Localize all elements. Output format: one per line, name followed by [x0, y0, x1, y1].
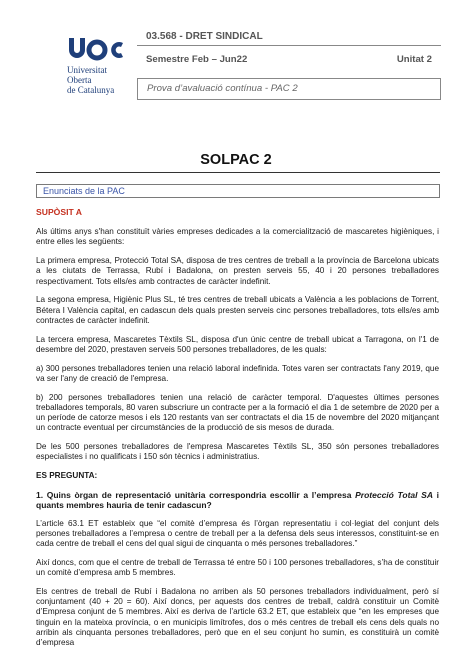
unit-label: Unitat 2 — [396, 54, 432, 65]
answer-paragraph: Així doncs, com que el centre de treball de Terrassa té entre 50 i 100 persones treballadores, s’ha de constituir un comitè d’empresa amb 5 membres. — [36, 558, 439, 578]
answer-paragraph: Els centres de treball de Rubí i Badalona no arriben als 50 persones treballadors individualment, però sí conjuntament (40 + 20 = 60). Així doncs, per aquests dos centres de treball, caldrà constituir un Comitè d’Empresa conjunt de 5 membres. Així es deriva de l’article 63.2 ET, que estableix que “en les empreses que tinguin en la mateixa província, o en municipis limítrofes, dos o més centres de treball els cens dels quals no arribin als cinquanta persones treballadores, però que en el seu conjunt ho sumin, es constituirà un comitè d’empresa — [36, 587, 439, 648]
uoc-logo-mark — [67, 34, 125, 62]
question-label: ES PREGUNTA: — [36, 471, 98, 481]
course-code: 03.568 - DRET SINDICAL — [146, 31, 263, 42]
title-divider — [36, 172, 440, 173]
paragraph: b) 200 persones treballadores tenien una relació de caràcter temporal. D'aquestes últimes persones treballadores temporals, 80 varen subscriure un contracte per a la formació el dia 1 de setembre de 2020 per a un període de catorze mesos i els 120 restants van ser contractats el dia 15 de novembre del 2020 mitjançant un contracte eventual per circumstàncies de la producció de sis mesos de durada. — [36, 392, 439, 433]
header-row — [137, 46, 441, 70]
logo-text — [67, 65, 127, 95]
paragraph: De les 500 persones treballadores de l'empresa Mascaretes Tèxtils SL, 350 són persones treballadores especialistes i no qualificats i 150 són tècnics i administratius. — [36, 442, 439, 462]
answer-paragraph: L’article 63.1 ET estableix que “el comitè d’empresa és l’òrgan representatiu i col·legiat del conjunt dels persones treballadores a l’empresa o centre de treball per a la defensa dels seus interessos, constituint-se en cada centre de treball el cens del qual sigui de cinquanta o més persones treballadores.” — [36, 518, 439, 549]
question-company: Protecció Total SA — [355, 489, 433, 500]
exam-name: Prova d’avaluació contínua - PAC 2 — [137, 78, 441, 100]
case-heading: SUPÒSIT A — [36, 207, 82, 217]
logo-line: Universitat — [67, 65, 107, 75]
paragraph: La primera empresa, Protecció Total SA, disposa de tres centres de treball a la província de Barcelona ubicats a les ciutats de Terrassa, Rubí i Badalona, on presten serveis 55, 40 i 20 persones treballadores respectivament. Tots ells/es amb contractes de caràcter indefinit. — [36, 256, 439, 286]
paragraph: La segona empresa, Higiènic Plus SL, té tres centres de treball ubicats a València a les poblacions de Torrent, Bétera I València capital, en cadascun dels quals presten serveis cinc persones treballadores, tots ells/es amb contractes de caràcter indefinit. — [36, 295, 439, 325]
section-label: Enunciats de la PAC — [36, 184, 440, 198]
question-text: 1. Quins òrgan de representació unitària correspondria escollir a l’empresa — [36, 489, 356, 500]
question — [36, 490, 439, 510]
paragraph: Als últims anys s'han constituït vàries empreses dedicades a la comercialització de mascaretes higièniques, i entre elles les següents: — [36, 227, 439, 247]
semester-label: Semestre Feb – Jun22 — [146, 54, 248, 65]
paragraph: a) 300 persones treballadores tenien una relació laboral indefinida. Totes varen ser contractats l'any 2019, que va ser l'any de creació de l'empresa. — [36, 363, 439, 383]
logo-line: de Catalunya — [67, 85, 115, 95]
page-title: SOLPAC 2 — [200, 152, 272, 168]
document-header — [137, 28, 441, 100]
question-text-end: i quants membres hauria de tenir cadascun? — [36, 489, 439, 511]
logo-line: Oberta — [67, 75, 92, 85]
paragraph: La tercera empresa, Mascaretes Tèxtils SL, disposa d'un únic centre de treball ubicat a Tarragona, on l'1 de desembre del 2020, prestaven serveis 500 persones treballadores, de les quals: — [36, 334, 439, 354]
document-body — [36, 203, 439, 657]
uoc-logo — [67, 34, 127, 95]
